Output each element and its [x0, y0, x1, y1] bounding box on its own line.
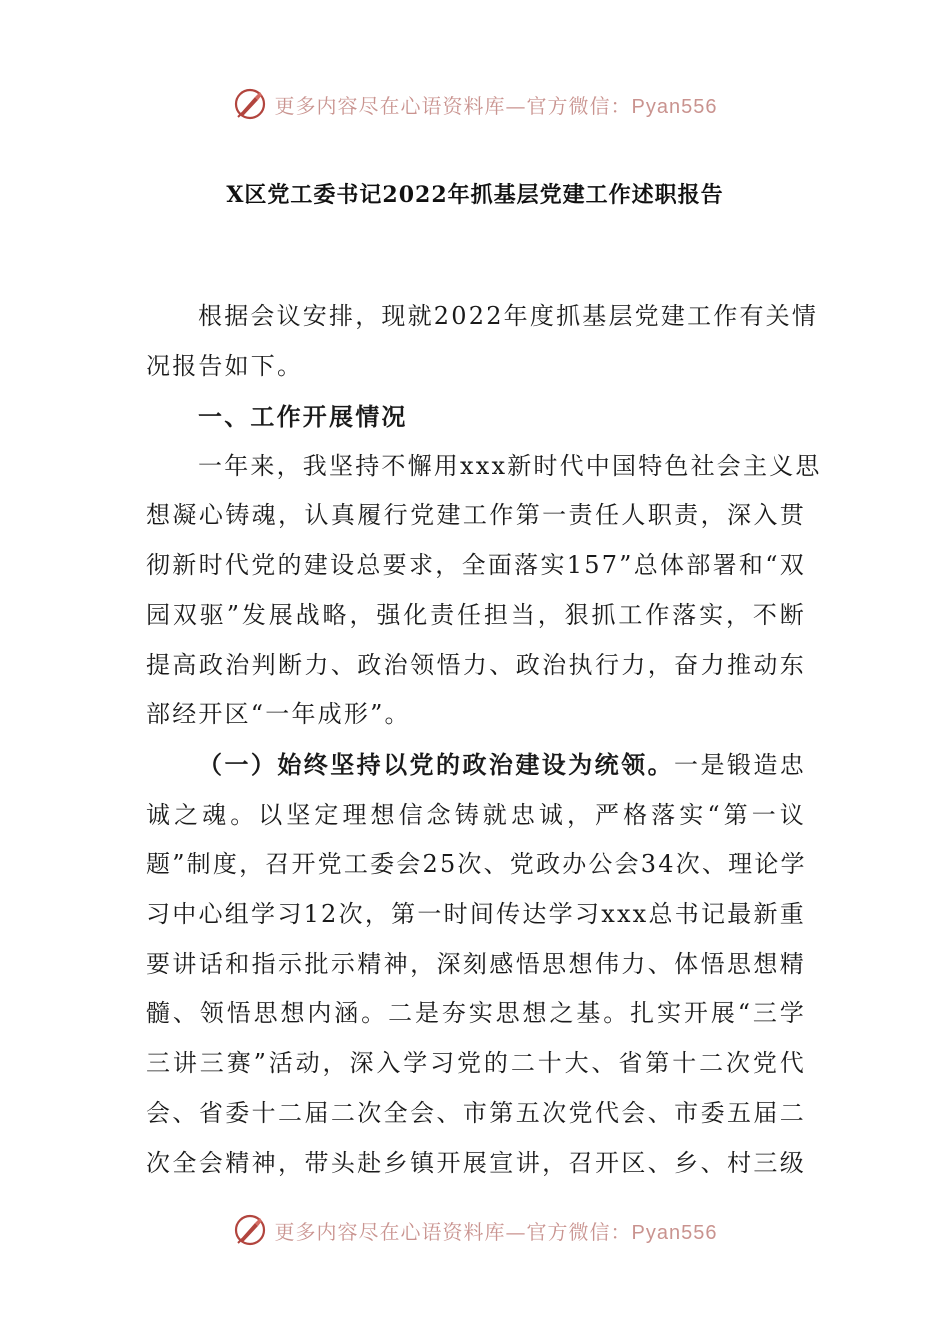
- intro-paragraph: [146, 292, 819, 391]
- text-line: 部经开区“一年成形”。: [146, 700, 411, 729]
- watermark-top: [0, 84, 950, 124]
- text-line: 次全会精神，带头赴乡镇开展宣讲，召开区、乡、村三级: [146, 1148, 806, 1177]
- section-one: [146, 392, 822, 1188]
- text-line: 一年来，我坚持不懈用xxx新时代中国特色社会主义思: [198, 451, 822, 480]
- watermark-text: 更多内容尽在心语资料库—官方微信：Pyan556: [274, 1219, 718, 1244]
- text-line: 提高政治判断力、政治领悟力、政治执行力，奋力推动东: [146, 650, 806, 679]
- text-line: 况报告如下。: [146, 351, 304, 380]
- text-line: 题”制度，召开党工委会25次、党政办公会34次、理论学: [146, 850, 807, 879]
- watermark-text: 更多内容尽在心语资料库—官方微信：Pyan556: [274, 93, 718, 118]
- text-line: 诚之魂。以坚定理想信念铸就忠诚，严格落实“第一议: [146, 800, 806, 829]
- text-line: 想凝心铸魂，认真履行党建工作第一责任人职责，深入贯: [146, 501, 806, 530]
- subsection-heading: （一）始终坚持以党的政治建设为统领。: [198, 749, 675, 779]
- section-heading: 一、工作开展情况: [198, 402, 408, 431]
- text-line: 髓、领悟思想内涵。二是夯实思想之基。扎实开展“三学: [146, 999, 806, 1028]
- subsection-text: 一是锻造忠: [674, 750, 806, 779]
- text-line: 会、省委十二届二次全会、市第五次党代会、市委五届二: [146, 1098, 806, 1127]
- text-line: 彻新时代党的建设总要求，全面落实157”总体部署和“双: [146, 551, 806, 580]
- pen-logo-icon: [233, 87, 267, 121]
- text-line: 三讲三赛”活动，深入学习党的二十大、省第十二次党代: [146, 1049, 806, 1078]
- text-line: 要讲话和指示批示精神，深刻感悟思想伟力、体悟思想精: [146, 949, 806, 978]
- document-title: X区党工委书记2022年抓基层党建工作述职报告: [226, 182, 724, 208]
- pen-logo-icon: [233, 1213, 267, 1247]
- text-line: 习中心组学习12次，第一时间传达学习xxx总书记最新重: [146, 900, 806, 929]
- text-line: 根据会议安排，现就2022年度抓基层党建工作有关情: [198, 302, 819, 330]
- text-line: 园双驱”发展战略，强化责任担当，狠抓工作落实，不断: [146, 600, 806, 629]
- subsection-line: [146, 740, 806, 791]
- watermark-bottom: [0, 1210, 950, 1250]
